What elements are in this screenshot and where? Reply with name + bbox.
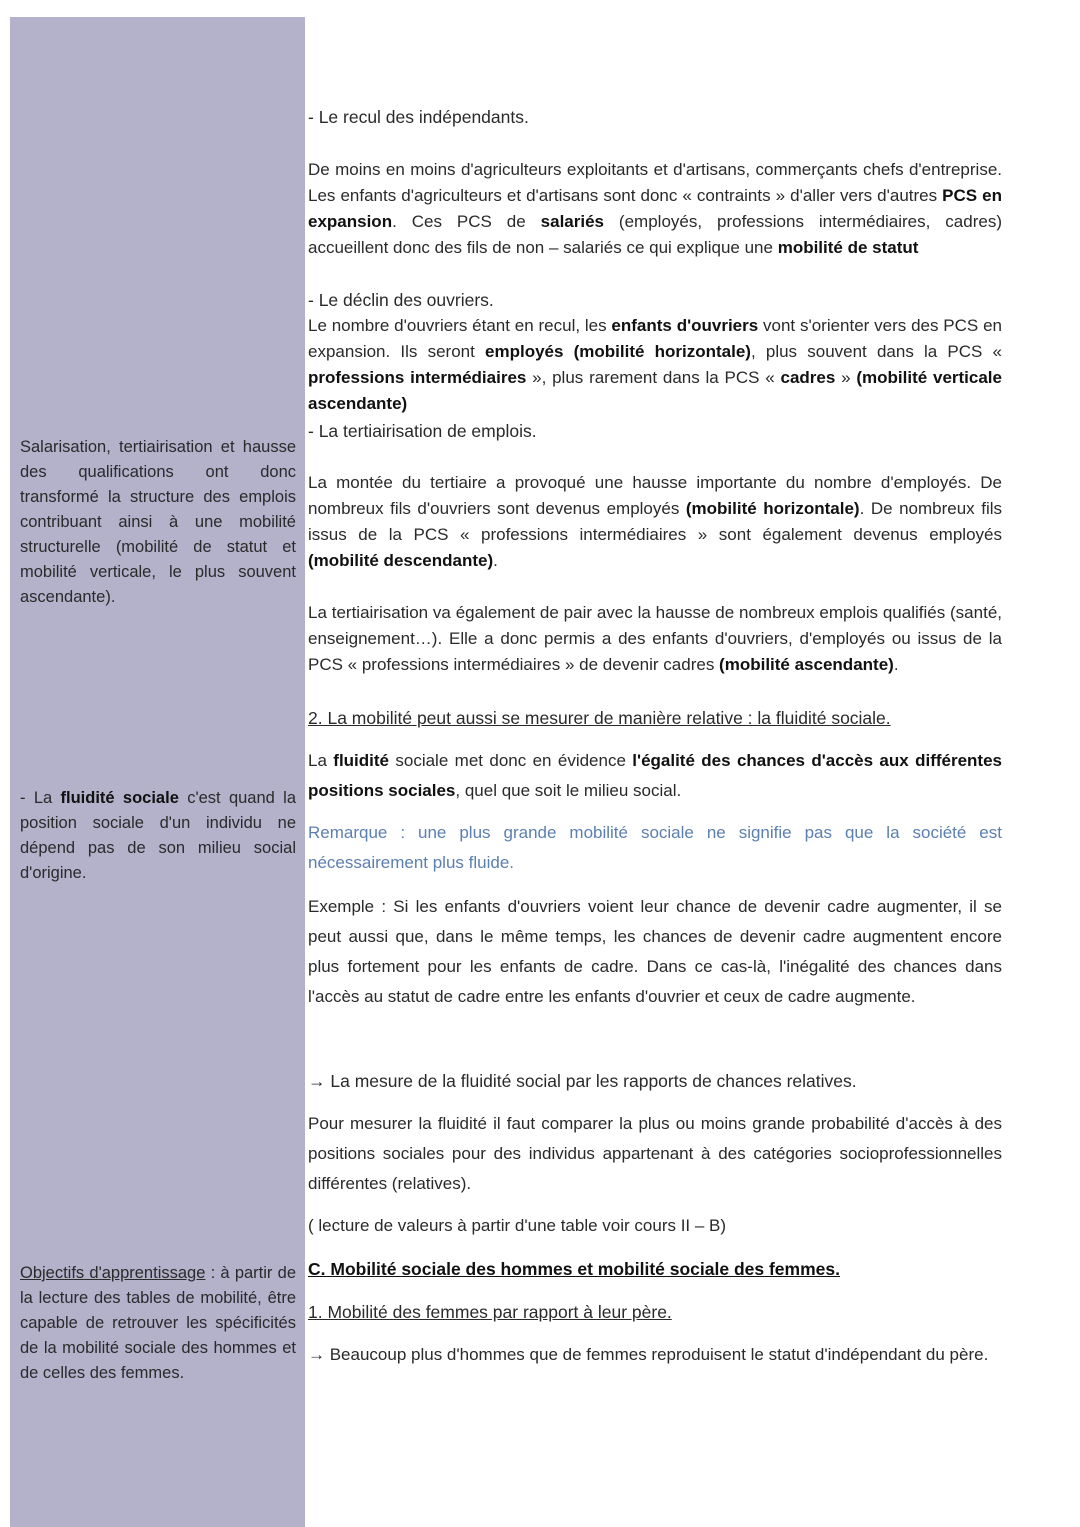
- paragraph-independants: De moins en moins d'agriculteurs exploitants et d'artisans, commerçants chefs d'entreprise. Les enfants d'agriculteurs et d'artisans sont donc « contraints » d'aller vers d'autres PCS en expansion. Ces PCS de salariés (employés, professions intermédiaires, cadres) accueillent donc des fils de non – salariés ce qui explique une mobilité de statut: [308, 160, 1002, 257]
- sidebar-note-learning-objectives: Objectifs d'apprentissage : à partir de la lecture des tables de mobilité, être capable de retrouver les spécificités de la mobilité sociale des hommes et de celles des femmes.: [20, 1264, 296, 1382]
- heading-mesure-fluidite: → La mesure de la fluidité social par les rapports de chances relatives.: [308, 1071, 857, 1091]
- heading-tertiairisation: - La tertiairisation de emplois.: [308, 421, 537, 441]
- paragraph-emplois-qualifies: La tertiairisation va également de pair avec la hausse de nombreux emplois qualifiés (santé, enseignement…). Elle a donc permis a des enfants d'ouvriers, d'employés ou issus de la PCS « professions intermédiaires » de devenir cadres (mobilité ascendante).: [308, 603, 1002, 674]
- paragraph-statut-independant: → Beaucoup plus d'hommes que de femmes reproduisent le statut d'indépendant du père.: [308, 1345, 989, 1364]
- sidebar-note-structural-mobility: Salarisation, tertiairisation et hausse des qualifications ont donc transformé la structure des emplois contribuant ainsi à une mobilité structurelle (mobilité de statut et mobilité verticale, le plus souvent ascendante).: [20, 438, 296, 606]
- sidebar-note-fluidity-definition: - La fluidité sociale c'est quand la position sociale d'un individu ne dépend pas de son milieu social d'origine.: [20, 789, 296, 882]
- example-paragraph: Exemple : Si les enfants d'ouvriers voient leur chance de devenir cadre augmenter, il se peut aussi que, dans le même temps, les chances de devenir cadre augmentent encore plus fortement pour les enfants de cadre. Dans ce cas-là, l'inégalité des chances dans l'accès au statut de cadre entre les enfants d'ouvrier et ceux de cadre augmente.: [308, 897, 1002, 1006]
- heading-declin-ouvriers: - Le déclin des ouvriers.: [308, 290, 494, 310]
- paragraph-fluidite: La fluidité sociale met donc en évidence l'égalité des chances d'accès aux différentes positions sociales, quel que soit le milieu social.: [308, 751, 1002, 800]
- heading-section-c: C. Mobilité sociale des hommes et mobilité sociale des femmes.: [308, 1259, 840, 1279]
- heading-mobilite-femmes: 1. Mobilité des femmes par rapport à leur père.: [308, 1302, 672, 1322]
- paragraph-mesure: Pour mesurer la fluidité il faut comparer la plus ou moins grande probabilité d'accès à des positions sociales pour des individus appartenant à des catégories socioprofessionnelles différentes (relatives).: [308, 1114, 1002, 1193]
- remark-note: Remarque : une plus grande mobilité sociale ne signifie pas que la société est nécessairement plus fluide.: [308, 823, 1002, 872]
- heading-recul-independants: - Le recul des indépendants.: [308, 107, 529, 127]
- heading-fluidite-sociale: 2. La mobilité peut aussi se mesurer de manière relative : la fluidité sociale.: [308, 708, 891, 728]
- paragraph-ouvriers: Le nombre d'ouvriers étant en recul, les enfants d'ouvriers vont s'orienter vers des PCS en expansion. Ils seront employés (mobilité horizontale), plus souvent dans la PCS « professions intermédiaires », plus rarement dans la PCS « cadres » (mobilité verticale ascendante): [308, 316, 1002, 413]
- paragraph-lecture-table: ( lecture de valeurs à partir d'une table voir cours II – B): [308, 1216, 727, 1235]
- paragraph-tertiaire: La montée du tertiaire a provoqué une hausse importante du nombre d'employés. De nombreux fils d'ouvriers sont devenus employés (mobilité horizontale). De nombreux fils issus de la PCS « professions intermédiaires » sont également devenus employés (mobilité descendante).: [308, 473, 1002, 570]
